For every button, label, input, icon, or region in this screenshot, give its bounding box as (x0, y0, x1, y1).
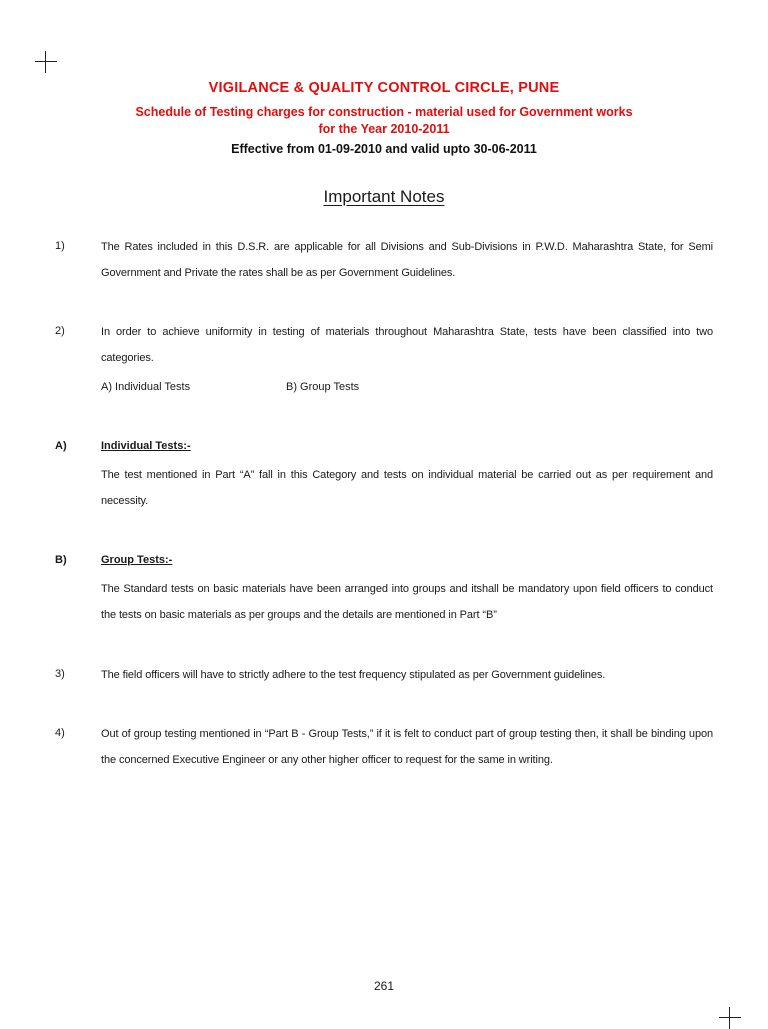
note-2-text: In order to achieve uniformity in testing of materials throughout Maharashtra State, tests have been classified into two categories. (101, 326, 713, 364)
section-a-text: The test mentioned in Part “A” fall in this Category and tests on individual material be carried out as per requirement and necessity. (101, 469, 713, 507)
notes-title: Important Notes (323, 187, 445, 206)
section-b-letter: B) (55, 554, 67, 566)
section-a-letter: A) (55, 440, 67, 452)
note-2-number: 2) (55, 325, 65, 337)
note-1-text: The Rates included in this D.S.R. are applicable for all Divisions and Sub-Divisions in P.W.D. Maharashtra State, for Semi Government and Private the rates shall be as per Government Guidelines. (101, 241, 713, 279)
schedule-subtitle (0, 104, 768, 138)
section-a-heading: Individual Tests:- (101, 440, 191, 452)
effective-dates: Effective from 01-09-2010 and valid upto 30-06-2011 (231, 142, 537, 156)
section-b-text: The Standard tests on basic materials have been arranged into groups and itshall be mandatory upon field officers to conduct the tests on basic materials as per groups and the details are mentioned in Part “B” (101, 583, 713, 621)
org-title: VIGILANCE & QUALITY CONTROL CIRCLE, PUNE (208, 80, 560, 96)
note-4-text: Out of group testing mentioned in “Part B - Group Tests,” if it is felt to conduct part of group testing then, it shall be binding upon the concerned Executive Engineer or any other higher officer to request for the same in writing. (101, 728, 713, 766)
section-b-heading: Group Tests:- (101, 554, 173, 566)
crop-mark-bottom-right (719, 1007, 741, 1029)
note-1-number: 1) (55, 240, 65, 252)
note-4-number: 4) (55, 727, 65, 739)
schedule-subtitle-line-1: Schedule of Testing charges for construction - material used for Government works (135, 105, 633, 119)
category-individual-tests: A) Individual Tests (101, 381, 191, 393)
note-3-number: 3) (55, 668, 65, 680)
schedule-subtitle-line-2: for the Year 2010-2011 (318, 122, 450, 136)
note-3-text: The field officers will have to strictly adhere to the test frequency stipulated as per Government guidelines. (101, 669, 606, 681)
page-number: 261 (373, 979, 395, 993)
category-group-tests: B) Group Tests (286, 381, 360, 393)
crop-mark-top-left (35, 51, 57, 73)
